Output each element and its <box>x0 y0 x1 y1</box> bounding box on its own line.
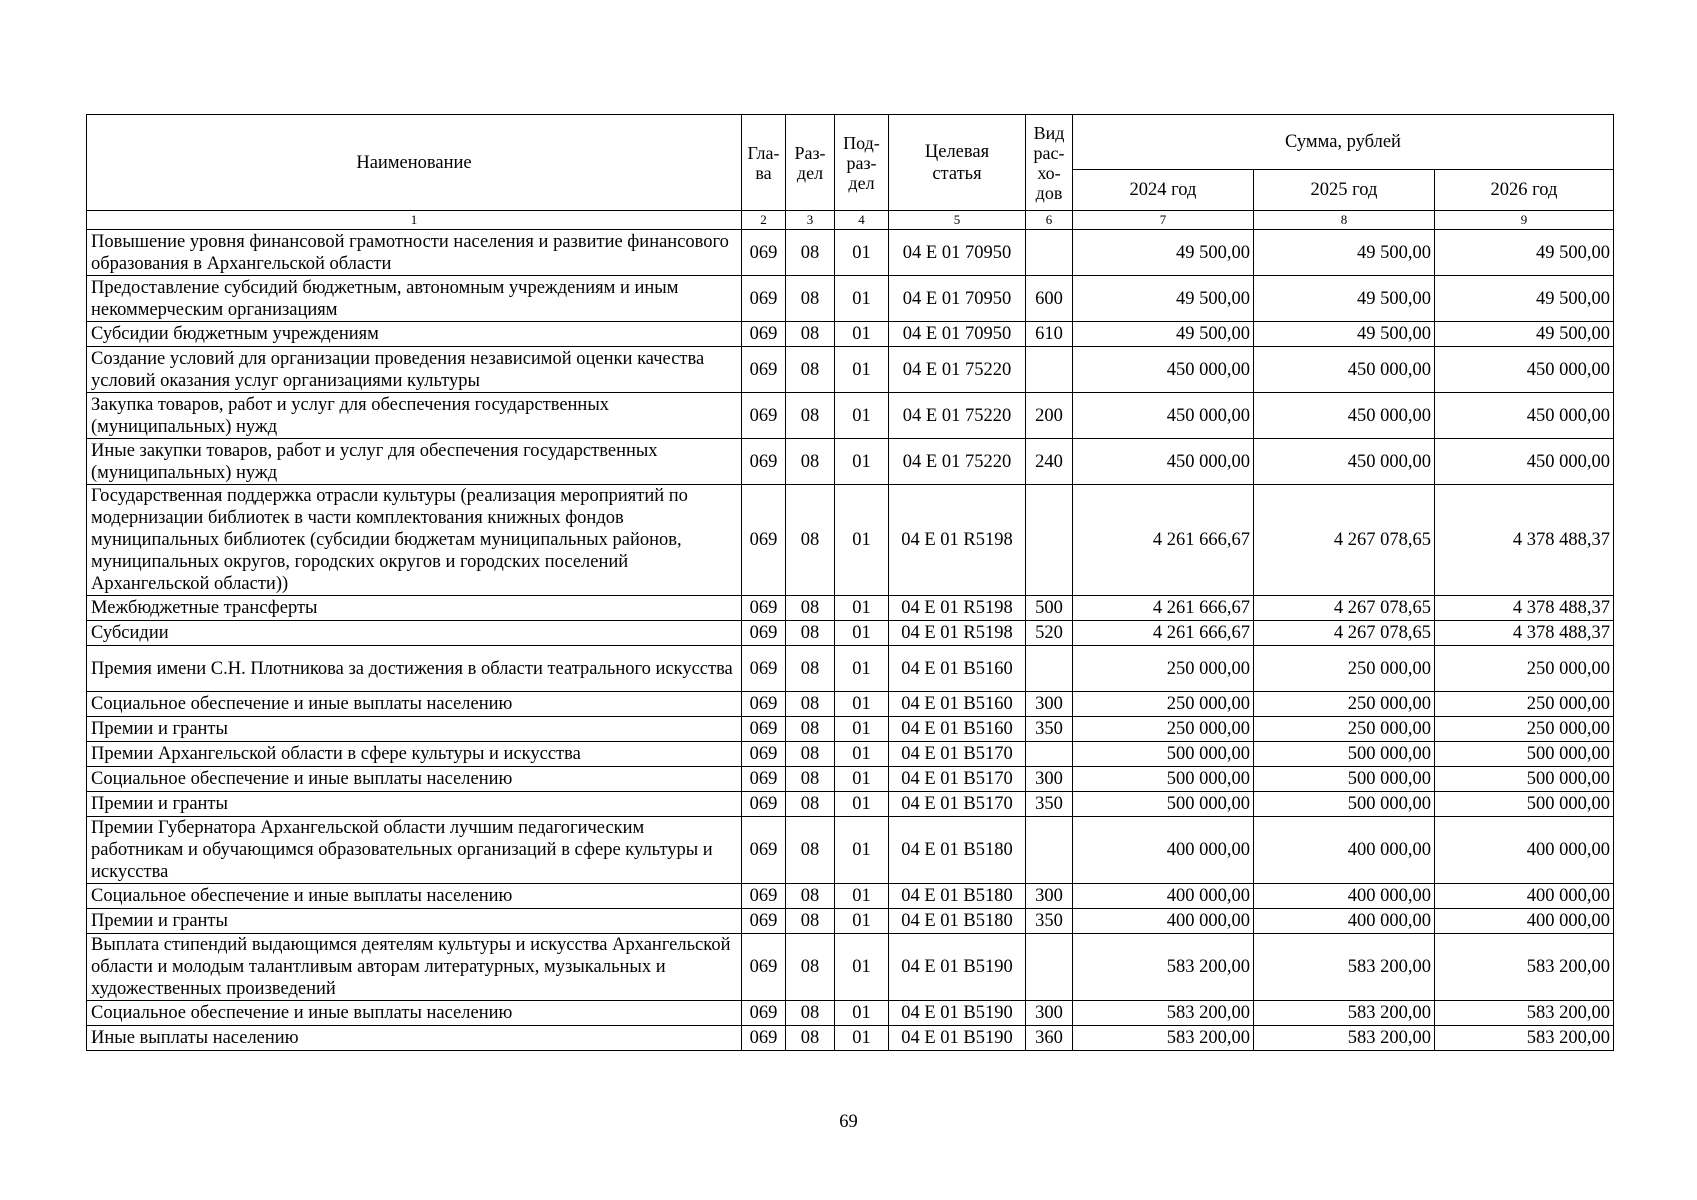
row-amount-2024: 583 200,00 <box>1073 934 1254 1001</box>
column-number-row <box>87 211 1614 230</box>
row-glava: 069 <box>742 767 786 792</box>
row-amount-2024: 250 000,00 <box>1073 646 1254 692</box>
row-amount-2024: 583 200,00 <box>1073 1026 1254 1051</box>
row-expense-type: 610 <box>1026 322 1073 347</box>
row-glava: 069 <box>742 717 786 742</box>
row-amount-2025: 450 000,00 <box>1254 347 1435 393</box>
row-glava: 069 <box>742 692 786 717</box>
row-podrazdel: 01 <box>835 767 889 792</box>
row-podrazdel: 01 <box>835 717 889 742</box>
row-name: Закупка товаров, работ и услуг для обеспечения государственных (муниципальных) нужд <box>87 393 742 439</box>
row-name: Государственная поддержка отрасли культуры (реализация мероприятий по модернизации библиотек в части комплектования книжных фондов муниципальных библиотек (субсидии бюджетам муниципальных районов, муниципальных округов, городских округов и городских поселений Архангельской области)) <box>87 485 742 596</box>
row-expense-type: 300 <box>1026 692 1073 717</box>
row-razdel: 08 <box>786 909 835 934</box>
row-name: Социальное обеспечение и иные выплаты населению <box>87 692 742 717</box>
table-row <box>87 393 1614 439</box>
row-glava: 069 <box>742 485 786 596</box>
row-amount-2024: 400 000,00 <box>1073 909 1254 934</box>
row-expense-type <box>1026 347 1073 393</box>
row-glava: 069 <box>742 1001 786 1026</box>
row-target-article: 04 Е 01 В5190 <box>889 934 1026 1001</box>
row-amount-2024: 450 000,00 <box>1073 393 1254 439</box>
table-row <box>87 767 1614 792</box>
row-amount-2025: 583 200,00 <box>1254 934 1435 1001</box>
row-glava: 069 <box>742 322 786 347</box>
header-year-2025: 2025 год <box>1254 170 1435 211</box>
row-expense-type <box>1026 817 1073 884</box>
row-amount-2024: 450 000,00 <box>1073 439 1254 485</box>
row-amount-2024: 4 261 666,67 <box>1073 485 1254 596</box>
row-amount-2024: 583 200,00 <box>1073 1001 1254 1026</box>
table-row <box>87 934 1614 1001</box>
row-name: Иные выплаты населению <box>87 1026 742 1051</box>
row-podrazdel: 01 <box>835 817 889 884</box>
row-expense-type: 520 <box>1026 621 1073 646</box>
row-target-article: 04 Е 01 В5160 <box>889 646 1026 692</box>
row-name: Выплата стипендий выдающимся деятелям культуры и искусства Архангельской области и молодым талантливым авторам литературных, музыкальных и художественных произведений <box>87 934 742 1001</box>
budget-table-container <box>86 114 1613 1051</box>
row-amount-2024: 450 000,00 <box>1073 347 1254 393</box>
table-row <box>87 792 1614 817</box>
row-podrazdel: 01 <box>835 1001 889 1026</box>
table-row <box>87 347 1614 393</box>
row-glava: 069 <box>742 230 786 276</box>
row-target-article: 04 Е 01 В5180 <box>889 817 1026 884</box>
row-name: Субсидии <box>87 621 742 646</box>
row-razdel: 08 <box>786 621 835 646</box>
row-amount-2026: 49 500,00 <box>1435 322 1614 347</box>
row-razdel: 08 <box>786 393 835 439</box>
table-row <box>87 322 1614 347</box>
table-row <box>87 742 1614 767</box>
row-podrazdel: 01 <box>835 485 889 596</box>
row-razdel: 08 <box>786 717 835 742</box>
header-year-2026: 2026 год <box>1435 170 1614 211</box>
row-expense-type <box>1026 742 1073 767</box>
row-name: Иные закупки товаров, работ и услуг для обеспечения государственных (муниципальных) нужд <box>87 439 742 485</box>
col-number: 3 <box>786 211 835 230</box>
row-name: Межбюджетные трансферты <box>87 596 742 621</box>
row-amount-2026: 49 500,00 <box>1435 276 1614 322</box>
row-glava: 069 <box>742 1026 786 1051</box>
row-amount-2025: 500 000,00 <box>1254 742 1435 767</box>
row-amount-2026: 4 378 488,37 <box>1435 485 1614 596</box>
header-year-2024: 2024 год <box>1073 170 1254 211</box>
row-expense-type <box>1026 485 1073 596</box>
row-amount-2026: 500 000,00 <box>1435 767 1614 792</box>
table-row <box>87 884 1614 909</box>
row-name: Премии и гранты <box>87 792 742 817</box>
row-expense-type: 300 <box>1026 1001 1073 1026</box>
row-target-article: 04 Е 01 75220 <box>889 393 1026 439</box>
row-target-article: 04 Е 01 70950 <box>889 276 1026 322</box>
row-amount-2024: 250 000,00 <box>1073 692 1254 717</box>
row-expense-type: 350 <box>1026 909 1073 934</box>
row-podrazdel: 01 <box>835 276 889 322</box>
row-name: Повышение уровня финансовой грамотности населения и развитие финансового образования в Архангельской области <box>87 230 742 276</box>
row-amount-2025: 400 000,00 <box>1254 909 1435 934</box>
row-amount-2025: 4 267 078,65 <box>1254 621 1435 646</box>
row-podrazdel: 01 <box>835 909 889 934</box>
row-amount-2026: 4 378 488,37 <box>1435 621 1614 646</box>
row-target-article: 04 Е 01 В5170 <box>889 767 1026 792</box>
header-target: Целевая статья <box>889 115 1026 211</box>
row-razdel: 08 <box>786 322 835 347</box>
row-podrazdel: 01 <box>835 934 889 1001</box>
row-glava: 069 <box>742 934 786 1001</box>
row-expense-type <box>1026 934 1073 1001</box>
row-podrazdel: 01 <box>835 742 889 767</box>
row-amount-2025: 250 000,00 <box>1254 717 1435 742</box>
row-podrazdel: 01 <box>835 692 889 717</box>
row-razdel: 08 <box>786 817 835 884</box>
row-expense-type: 360 <box>1026 1026 1073 1051</box>
table-row <box>87 276 1614 322</box>
row-target-article: 04 Е 01 70950 <box>889 230 1026 276</box>
row-amount-2024: 250 000,00 <box>1073 717 1254 742</box>
col-number: 7 <box>1073 211 1254 230</box>
row-amount-2025: 583 200,00 <box>1254 1001 1435 1026</box>
table-row <box>87 621 1614 646</box>
row-podrazdel: 01 <box>835 596 889 621</box>
row-razdel: 08 <box>786 347 835 393</box>
row-amount-2026: 450 000,00 <box>1435 347 1614 393</box>
col-number: 6 <box>1026 211 1073 230</box>
row-amount-2025: 4 267 078,65 <box>1254 485 1435 596</box>
row-target-article: 04 Е 01 В5170 <box>889 742 1026 767</box>
table-row <box>87 1001 1614 1026</box>
row-name: Социальное обеспечение и иные выплаты населению <box>87 767 742 792</box>
row-razdel: 08 <box>786 439 835 485</box>
row-name: Социальное обеспечение и иные выплаты населению <box>87 884 742 909</box>
row-amount-2026: 400 000,00 <box>1435 817 1614 884</box>
row-name: Социальное обеспечение и иные выплаты населению <box>87 1001 742 1026</box>
row-glava: 069 <box>742 621 786 646</box>
row-amount-2025: 500 000,00 <box>1254 792 1435 817</box>
row-amount-2024: 500 000,00 <box>1073 767 1254 792</box>
row-podrazdel: 01 <box>835 439 889 485</box>
row-target-article: 04 Е 01 В5180 <box>889 884 1026 909</box>
header-podrazdel: Под- раз- дел <box>835 115 889 211</box>
row-expense-type <box>1026 646 1073 692</box>
row-expense-type: 350 <box>1026 717 1073 742</box>
row-podrazdel: 01 <box>835 646 889 692</box>
row-name: Премии Губернатора Архангельской области лучшим педагогическим работникам и обучающимся образовательных организаций в сфере культуры и искусства <box>87 817 742 884</box>
row-amount-2025: 450 000,00 <box>1254 393 1435 439</box>
row-razdel: 08 <box>786 230 835 276</box>
row-razdel: 08 <box>786 1001 835 1026</box>
col-number: 5 <box>889 211 1026 230</box>
row-amount-2026: 500 000,00 <box>1435 792 1614 817</box>
table-row <box>87 485 1614 596</box>
row-razdel: 08 <box>786 646 835 692</box>
table-row <box>87 717 1614 742</box>
row-glava: 069 <box>742 276 786 322</box>
row-expense-type <box>1026 230 1073 276</box>
row-glava: 069 <box>742 646 786 692</box>
row-target-article: 04 Е 01 В5160 <box>889 717 1026 742</box>
row-amount-2026: 450 000,00 <box>1435 439 1614 485</box>
table-row <box>87 439 1614 485</box>
row-amount-2025: 250 000,00 <box>1254 692 1435 717</box>
row-razdel: 08 <box>786 792 835 817</box>
row-amount-2026: 583 200,00 <box>1435 1001 1614 1026</box>
row-razdel: 08 <box>786 767 835 792</box>
row-glava: 069 <box>742 817 786 884</box>
row-glava: 069 <box>742 439 786 485</box>
row-podrazdel: 01 <box>835 322 889 347</box>
row-amount-2024: 400 000,00 <box>1073 817 1254 884</box>
row-amount-2025: 49 500,00 <box>1254 276 1435 322</box>
row-target-article: 04 Е 01 R5198 <box>889 621 1026 646</box>
row-amount-2026: 250 000,00 <box>1435 692 1614 717</box>
row-amount-2026: 500 000,00 <box>1435 742 1614 767</box>
row-razdel: 08 <box>786 742 835 767</box>
row-expense-type: 350 <box>1026 792 1073 817</box>
row-podrazdel: 01 <box>835 347 889 393</box>
row-amount-2026: 400 000,00 <box>1435 909 1614 934</box>
row-amount-2025: 400 000,00 <box>1254 817 1435 884</box>
row-amount-2026: 4 378 488,37 <box>1435 596 1614 621</box>
row-target-article: 04 Е 01 R5198 <box>889 485 1026 596</box>
col-number: 4 <box>835 211 889 230</box>
row-razdel: 08 <box>786 1026 835 1051</box>
row-glava: 069 <box>742 393 786 439</box>
row-target-article: 04 Е 01 R5198 <box>889 596 1026 621</box>
row-amount-2025: 250 000,00 <box>1254 646 1435 692</box>
header-name: Наименование <box>87 115 742 211</box>
row-amount-2025: 500 000,00 <box>1254 767 1435 792</box>
row-amount-2026: 250 000,00 <box>1435 646 1614 692</box>
row-amount-2024: 4 261 666,67 <box>1073 621 1254 646</box>
row-amount-2025: 49 500,00 <box>1254 322 1435 347</box>
row-amount-2025: 400 000,00 <box>1254 884 1435 909</box>
row-razdel: 08 <box>786 692 835 717</box>
row-amount-2025: 583 200,00 <box>1254 1026 1435 1051</box>
row-podrazdel: 01 <box>835 393 889 439</box>
row-glava: 069 <box>742 792 786 817</box>
row-glava: 069 <box>742 742 786 767</box>
row-razdel: 08 <box>786 276 835 322</box>
row-glava: 069 <box>742 884 786 909</box>
table-row <box>87 817 1614 884</box>
header-razdel: Раз- дел <box>786 115 835 211</box>
col-number: 2 <box>742 211 786 230</box>
row-amount-2026: 583 200,00 <box>1435 1026 1614 1051</box>
row-target-article: 04 Е 01 75220 <box>889 347 1026 393</box>
row-expense-type: 200 <box>1026 393 1073 439</box>
row-podrazdel: 01 <box>835 1026 889 1051</box>
row-amount-2026: 250 000,00 <box>1435 717 1614 742</box>
row-podrazdel: 01 <box>835 621 889 646</box>
table-row <box>87 596 1614 621</box>
row-amount-2024: 49 500,00 <box>1073 322 1254 347</box>
row-amount-2024: 49 500,00 <box>1073 230 1254 276</box>
row-target-article: 04 Е 01 В5190 <box>889 1026 1026 1051</box>
col-number: 9 <box>1435 211 1614 230</box>
table-row <box>87 646 1614 692</box>
row-amount-2026: 450 000,00 <box>1435 393 1614 439</box>
row-amount-2025: 4 267 078,65 <box>1254 596 1435 621</box>
row-expense-type: 600 <box>1026 276 1073 322</box>
row-name: Создание условий для организации проведения независимой оценки качества условий оказания услуг организациями культуры <box>87 347 742 393</box>
row-amount-2025: 450 000,00 <box>1254 439 1435 485</box>
row-name: Предоставление субсидий бюджетным, автономным учреждениям и иным некоммерческим организациям <box>87 276 742 322</box>
row-podrazdel: 01 <box>835 884 889 909</box>
table-row <box>87 909 1614 934</box>
row-glava: 069 <box>742 347 786 393</box>
col-number: 8 <box>1254 211 1435 230</box>
row-podrazdel: 01 <box>835 792 889 817</box>
table-row <box>87 230 1614 276</box>
row-razdel: 08 <box>786 596 835 621</box>
row-target-article: 04 Е 01 В5190 <box>889 1001 1026 1026</box>
row-name: Премия имени С.Н. Плотникова за достижения в области театрального искусства <box>87 646 742 692</box>
row-amount-2026: 400 000,00 <box>1435 884 1614 909</box>
row-target-article: 04 Е 01 В5180 <box>889 909 1026 934</box>
row-target-article: 04 Е 01 75220 <box>889 439 1026 485</box>
row-amount-2026: 49 500,00 <box>1435 230 1614 276</box>
header-glava: Гла- ва <box>742 115 786 211</box>
header-vid: Вид рас- хо- дов <box>1026 115 1073 211</box>
table-row <box>87 1026 1614 1051</box>
header-sum: Сумма, рублей <box>1073 115 1614 170</box>
row-glava: 069 <box>742 596 786 621</box>
row-amount-2024: 4 261 666,67 <box>1073 596 1254 621</box>
row-amount-2026: 583 200,00 <box>1435 934 1614 1001</box>
row-name: Субсидии бюджетным учреждениям <box>87 322 742 347</box>
row-razdel: 08 <box>786 934 835 1001</box>
row-amount-2024: 500 000,00 <box>1073 792 1254 817</box>
row-expense-type: 500 <box>1026 596 1073 621</box>
row-podrazdel: 01 <box>835 230 889 276</box>
row-razdel: 08 <box>786 485 835 596</box>
row-razdel: 08 <box>786 884 835 909</box>
col-number: 1 <box>87 211 742 230</box>
row-amount-2024: 400 000,00 <box>1073 884 1254 909</box>
table-row <box>87 692 1614 717</box>
row-target-article: 04 Е 01 70950 <box>889 322 1026 347</box>
row-glava: 069 <box>742 909 786 934</box>
budget-table <box>86 114 1614 1051</box>
row-target-article: 04 Е 01 В5170 <box>889 792 1026 817</box>
row-expense-type: 240 <box>1026 439 1073 485</box>
row-name: Премии Архангельской области в сфере культуры и искусства <box>87 742 742 767</box>
row-target-article: 04 Е 01 В5160 <box>889 692 1026 717</box>
row-amount-2025: 49 500,00 <box>1254 230 1435 276</box>
row-expense-type: 300 <box>1026 767 1073 792</box>
row-amount-2024: 500 000,00 <box>1073 742 1254 767</box>
row-name: Премии и гранты <box>87 717 742 742</box>
row-expense-type: 300 <box>1026 884 1073 909</box>
table-body <box>87 230 1614 1051</box>
row-name: Премии и гранты <box>87 909 742 934</box>
page-number: 69 <box>839 1112 858 1132</box>
row-amount-2024: 49 500,00 <box>1073 276 1254 322</box>
